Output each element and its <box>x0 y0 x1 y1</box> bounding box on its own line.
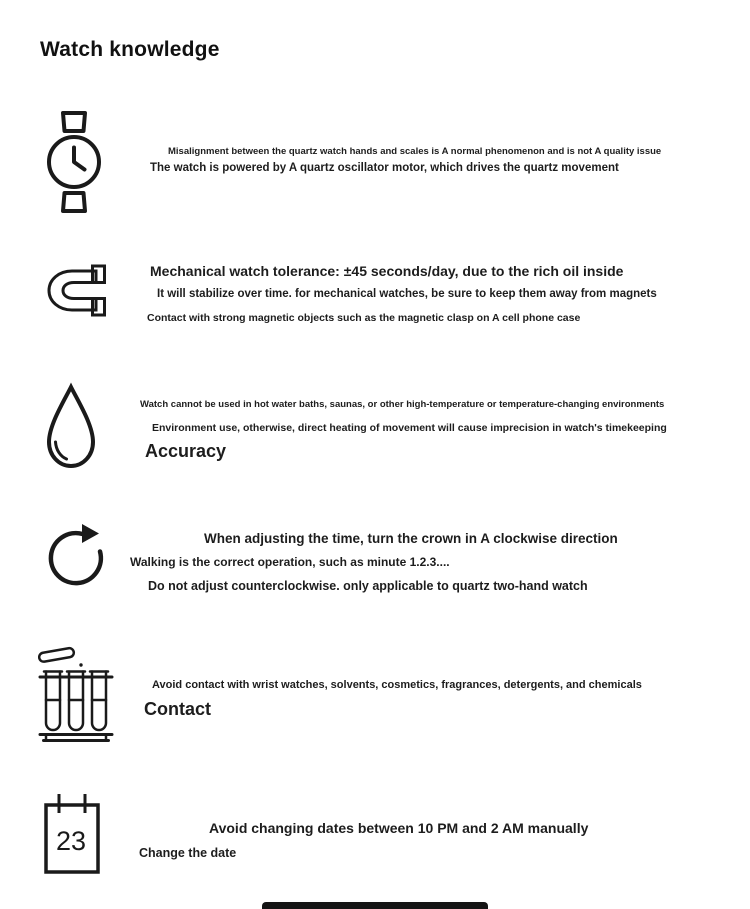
test-tubes-icon <box>38 644 114 744</box>
magnet-icon <box>44 262 108 319</box>
calendar-day-number: 23 <box>55 826 87 856</box>
time-counterclockwise-line: Do not adjust counterclockwise. only applicable to quartz two-hand watch <box>148 579 588 593</box>
water-drop-icon <box>42 381 100 475</box>
magnet-tolerance-line: Mechanical watch tolerance: ±45 seconds/day, due to the rich oil inside <box>150 263 624 279</box>
page-title: Watch knowledge <box>40 38 220 61</box>
calendar-icon <box>42 792 102 876</box>
time-clockwise-line: When adjusting the time, turn the crown in A clockwise direction <box>204 531 618 546</box>
magnet-stabilize-line: It will stabilize over time. for mechanical watches, be sure to keep them away from magnets <box>157 288 657 300</box>
bottom-bar <box>262 902 488 909</box>
date-avoid-line: Avoid changing dates between 10 PM and 2 AM manually <box>209 820 589 836</box>
contact-avoid-line: Avoid contact with wrist watches, solvents, cosmetics, fragrances, detergents, and chemicals <box>152 679 642 691</box>
clockwise-arrow-icon <box>44 520 108 594</box>
contact-heading: Contact <box>144 699 211 719</box>
wristwatch-icon <box>45 111 103 213</box>
accuracy-warning-line: Watch cannot be used in hot water baths, saunas, or other high-temperature or temperature-changing environments <box>140 399 665 410</box>
magnet-contact-line: Contact with strong magnetic objects such as the magnetic clasp on A cell phone case <box>147 312 581 324</box>
time-walking-line: Walking is the correct operation, such as minute 1.2.3.... <box>130 555 450 569</box>
date-change-heading: Change the date <box>139 846 237 860</box>
movement-note-main: The watch is powered by A quartz oscillator motor, which drives the quartz movement <box>150 162 619 174</box>
movement-note-small: Misalignment between the quartz watch hands and scales is A normal phenomenon and is not A quality issue <box>168 146 662 157</box>
accuracy-heading: Accuracy <box>145 441 227 461</box>
accuracy-detail-line: Environment use, otherwise, direct heating of movement will cause imprecision in watch's timekeeping <box>152 422 667 434</box>
